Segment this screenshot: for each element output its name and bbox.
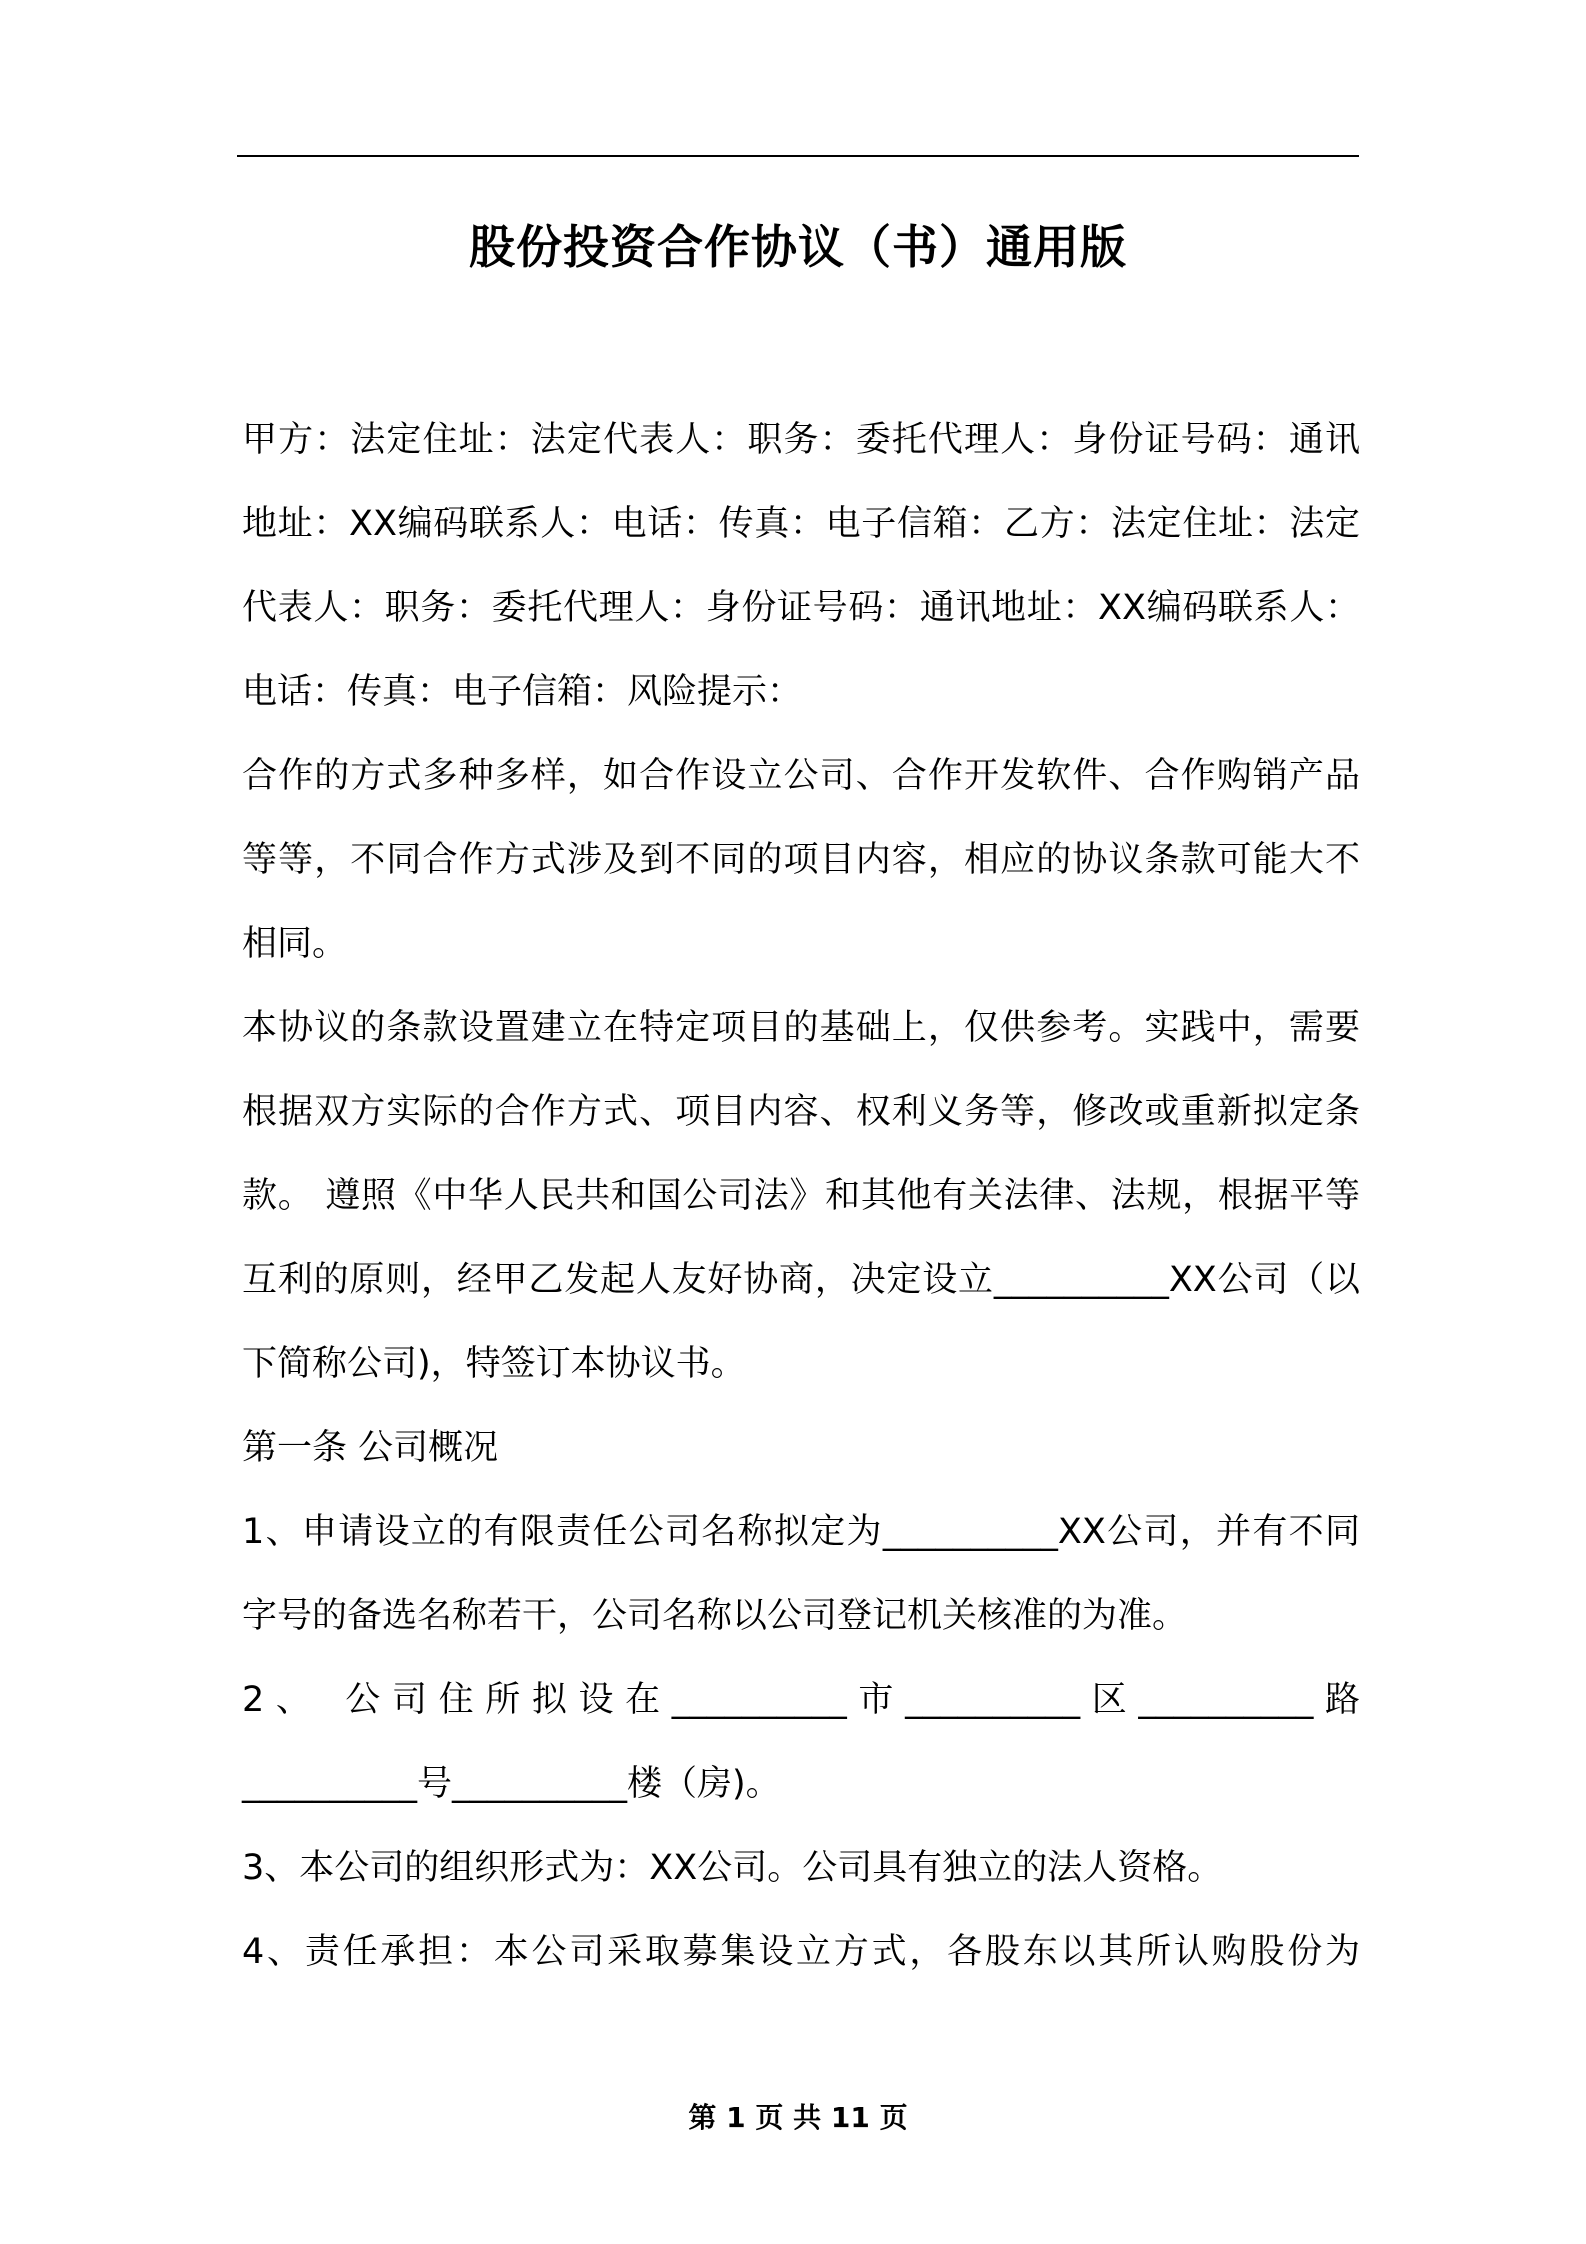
header-rule (237, 155, 1359, 157)
clause-1: 1、申请设立的有限责任公司名称拟定为__________XX公司，并有不同字号的备选名称若干，公司名称以公司登记机关核准的为准。 (242, 1512, 1360, 1636)
article-heading: 第一条 公司概况 (242, 1428, 499, 1468)
risk-notice-paragraph: 合作的方式多种多样，如合作设立公司、合作开发软件、合作购销产品等等，不同合作方式涉及到不同的项目内容，相应的协议条款可能大不相同。 (242, 756, 1360, 964)
clause-2: 2、 公司住所拟设在__________市__________区__________路__________号__________楼（房)。 (242, 1680, 1360, 1804)
clause-4: 4、责任承担：本公司采取募集设立方式，各股东以其所认购股份为 (242, 1932, 1360, 1972)
clause-3: 3、本公司的组织形式为：XX公司。公司具有独立的法人资格。 (242, 1848, 1223, 1888)
document-title: 股份投资合作协议（书）通用版 (469, 220, 1127, 274)
parties-paragraph: 甲方：法定住址：法定代表人：职务：委托代理人：身份证号码：通讯地址：XX编码联系人：电话：传真：电子信箱：乙方：法定住址：法定代表人：职务：委托代理人：身份证号码：通讯地址：XX编码联系人：电话：传真：电子信箱：风险提示： (242, 420, 1360, 712)
page-number: 第 1 页 共 11 页 (688, 2101, 908, 2134)
document-body (242, 398, 1360, 1994)
preamble-paragraph: 本协议的条款设置建立在特定项目的基础上，仅供参考。实践中，需要根据双方实际的合作方式、项目内容、权利义务等，修改或重新拟定条款。 遵照《中华人民共和国公司法》和其他有关法律、法规，根据平等互利的原则，经甲乙发起人友好协商，决定设立__________XX公司（以下简称公司)，特签订本协议书。 (242, 1008, 1360, 1384)
